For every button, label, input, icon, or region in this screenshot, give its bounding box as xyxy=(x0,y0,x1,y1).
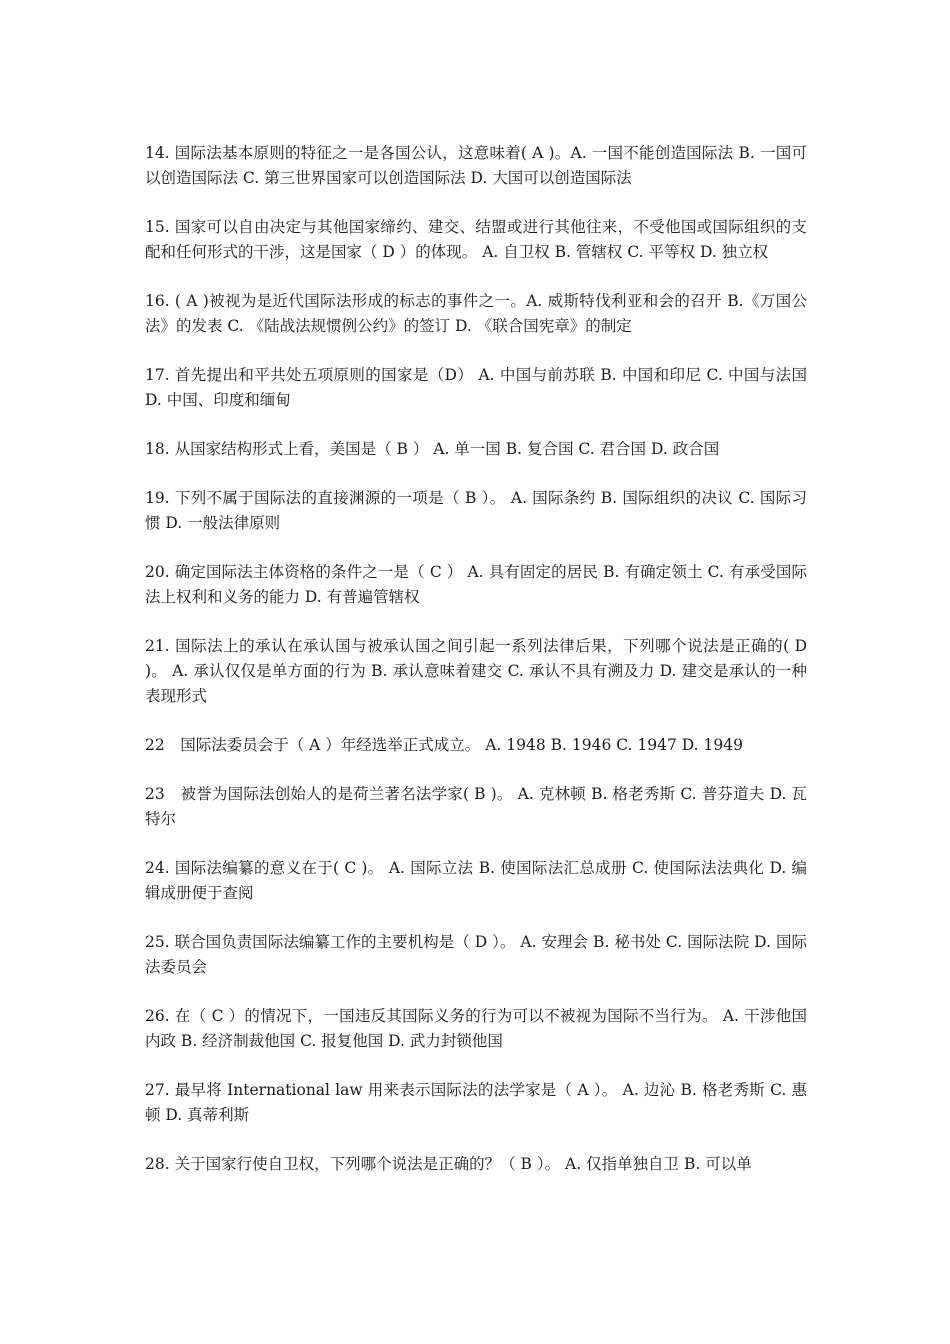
question-17: 17. 首先提出和平共处五项原则的国家是（D） A. 中国与前苏联 B. 中国和印尼 C. 中国与法国 D. 中国、印度和缅甸 xyxy=(145,366,807,409)
question-21: 21. 国际法上的承认在承认国与被承认国之间引起一系列法律后果，下列哪个说法是正确的( D )。 A. 承认仅仅是单方面的行为 B. 承认意味着建交 C. 承认不具有溯及力 D. 建交是承认的一种表现形式 xyxy=(145,637,807,705)
question-16: 16. ( A )被视为是近代国际法形成的标志的事件之一。A. 威斯特伐利亚和会的召开 B.《万国公法》的发表 C. 《陆战法规惯例公约》的签订 D. 《联合国宪章》的制定 xyxy=(145,292,807,335)
question-23: 23 被誉为国际法创始人的是荷兰著名法学家( B )。 A. 克林顿 B. 格老秀斯 C. 普芬道夫 D. 瓦特尔 xyxy=(145,785,807,828)
question-28: 28. 关于国家行使自卫权，下列哪个说法是正确的？（ B ）。 A. 仅指单独自卫 B. 可以单 xyxy=(145,1155,752,1173)
question-25: 25. 联合国负责国际法编纂工作的主要机构是（ D ）。 A. 安理会 B. 秘书处 C. 国际法院 D. 国际法委员会 xyxy=(145,933,807,976)
question-24: 24. 国际法编纂的意义在于( C )。 A. 国际立法 B. 使国际法汇总成册 C. 使国际法法典化 D. 编辑成册便于查阅 xyxy=(145,859,807,902)
question-18: 18. 从国家结构形式上看，美国是（ B ） A. 单一国 B. 复合国 C. 君合国 D. 政合国 xyxy=(145,440,720,458)
question-26: 26. 在（ C ）的情况下，一国违反其国际义务的行为可以不被视为国际不当行为。 A. 干涉他国内政 B. 经济制裁他国 C. 报复他国 D. 武力封锁他国 xyxy=(145,1007,807,1050)
question-27: 27. 最早将 International law 用来表示国际法的法学家是（ A ）。 A. 边沁 B. 格老秀斯 C. 惠顿 D. 真蒂利斯 xyxy=(145,1081,807,1124)
question-19: 19. 下列不属于国际法的直接渊源的一项是（ B ）。 A. 国际条约 B. 国际组织的决议 C. 国际习惯 D. 一般法律原则 xyxy=(145,489,807,532)
question-22: 22 国际法委员会于（ A ）年经选举正式成立。 A. 1948 B. 1946 C. 1947 D. 1949 xyxy=(145,736,743,754)
question-20: 20. 确定国际法主体资格的条件之一是（ C ） A. 具有固定的居民 B. 有确定领土 C. 有承受国际法上权利和义务的能力 D. 有普遍管辖权 xyxy=(145,563,807,606)
question-14: 14. 国际法基本原则的特征之一是各国公认，这意味着( A )。A. 一国不能创造国际法 B. 一国可以创造国际法 C. 第三世界国家可以创造国际法 D. 大国可以创造国际法 xyxy=(145,144,807,187)
question-list xyxy=(145,141,807,1201)
question-15: 15. 国家可以自由决定与其他国家缔约、建交、结盟或进行其他往来，不受他国或国际组织的支配和任何形式的干涉，这是国家（ D ）的体现。 A. 自卫权 B. 管辖权 C. 平等权 D. 独立权 xyxy=(145,218,807,261)
